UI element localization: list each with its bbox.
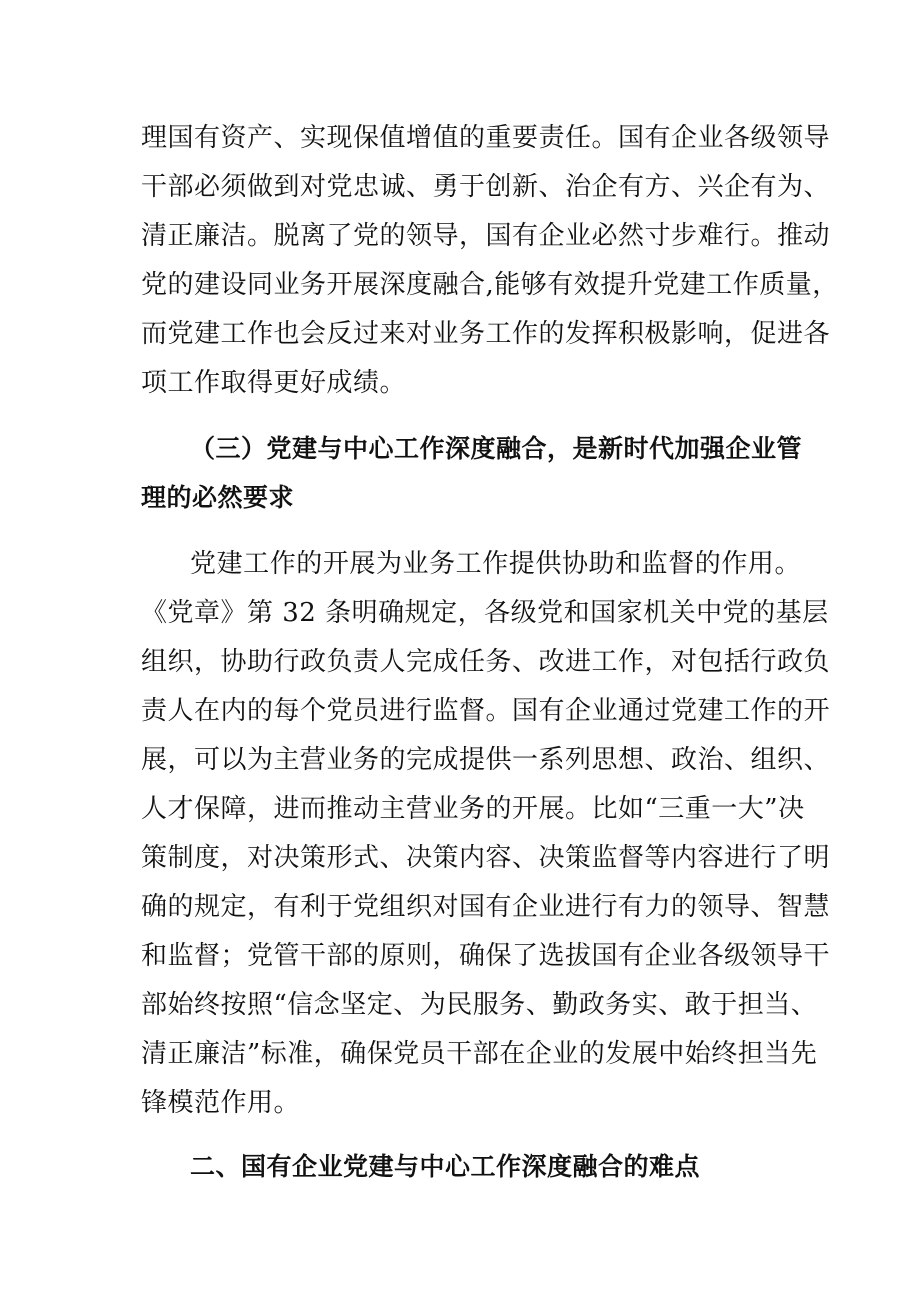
paragraph-2-line-9: 和监督；党管干部的原则，确保了选拔国有企业各级领导干 xyxy=(141,941,831,971)
paragraph-1-line-3: 清正廉洁。脱离了党的领导，国有企业必然寸步难行。推动 xyxy=(141,221,831,251)
paragraph-2-line-12: 锋模范作用。 xyxy=(141,1088,301,1118)
heading-3-line-2: 理的必然要求 xyxy=(141,483,295,512)
paragraph-2-line-4: 责人在内的每个党员进行监督。国有企业通过党建工作的开 xyxy=(141,696,831,726)
paragraph-1-line-4: 党的建设同业务开展深度融合,能够有效提升党建工作质量， xyxy=(141,270,839,300)
section-2-heading: 二、国有企业党建与中心工作深度融合的难点 xyxy=(190,1152,701,1181)
paragraph-1-line-2: 干部必须做到对党忠诚、勇于创新、治企有方、兴企有为、 xyxy=(141,172,831,202)
paragraph-2-line-10: 部始终按照“信念坚定、为民服务、勤政务实、敢于担当、 xyxy=(141,990,818,1020)
paragraph-2-line-8: 确的规定，有利于党组织对国有企业进行有力的领导、智慧 xyxy=(141,892,831,922)
paragraph-2-line-7: 策制度，对决策形式、决策内容、决策监督等内容进行了明 xyxy=(141,843,831,873)
paragraph-2-line-3: 组织，协助行政负责人完成任务、改进工作，对包括行政负 xyxy=(141,647,831,677)
paragraph-2-line-5: 展，可以为主营业务的完成提供一系列思想、政治、组织、 xyxy=(141,745,831,775)
paragraph-2-line-1: 党建工作的开展为业务工作提供协助和监督的作用。 xyxy=(190,549,801,579)
paragraph-1-line-1: 理国有资产、实现保值增值的重要责任。国有企业各级领导 xyxy=(141,123,831,153)
paragraph-2-line-11: 清正廉洁”标准，确保党员干部在企业的发展中始终担当先 xyxy=(141,1039,818,1069)
paragraph-2-line-2: 《党章》第 32 条明确规定，各级党和国家机关中党的基层 xyxy=(141,598,829,628)
paragraph-1-line-5: 而党建工作也会反过来对业务工作的发挥积极影响，促进各 xyxy=(141,319,831,349)
heading-3-line-1: （三）党建与中心工作深度融合，是新时代加强企业管 xyxy=(190,434,803,463)
paragraph-2-line-6: 人才保障，进而推动主营业务的开展。比如“三重一大”决 xyxy=(141,794,805,824)
paragraph-1-line-6: 项工作取得更好成绩。 xyxy=(141,368,407,398)
